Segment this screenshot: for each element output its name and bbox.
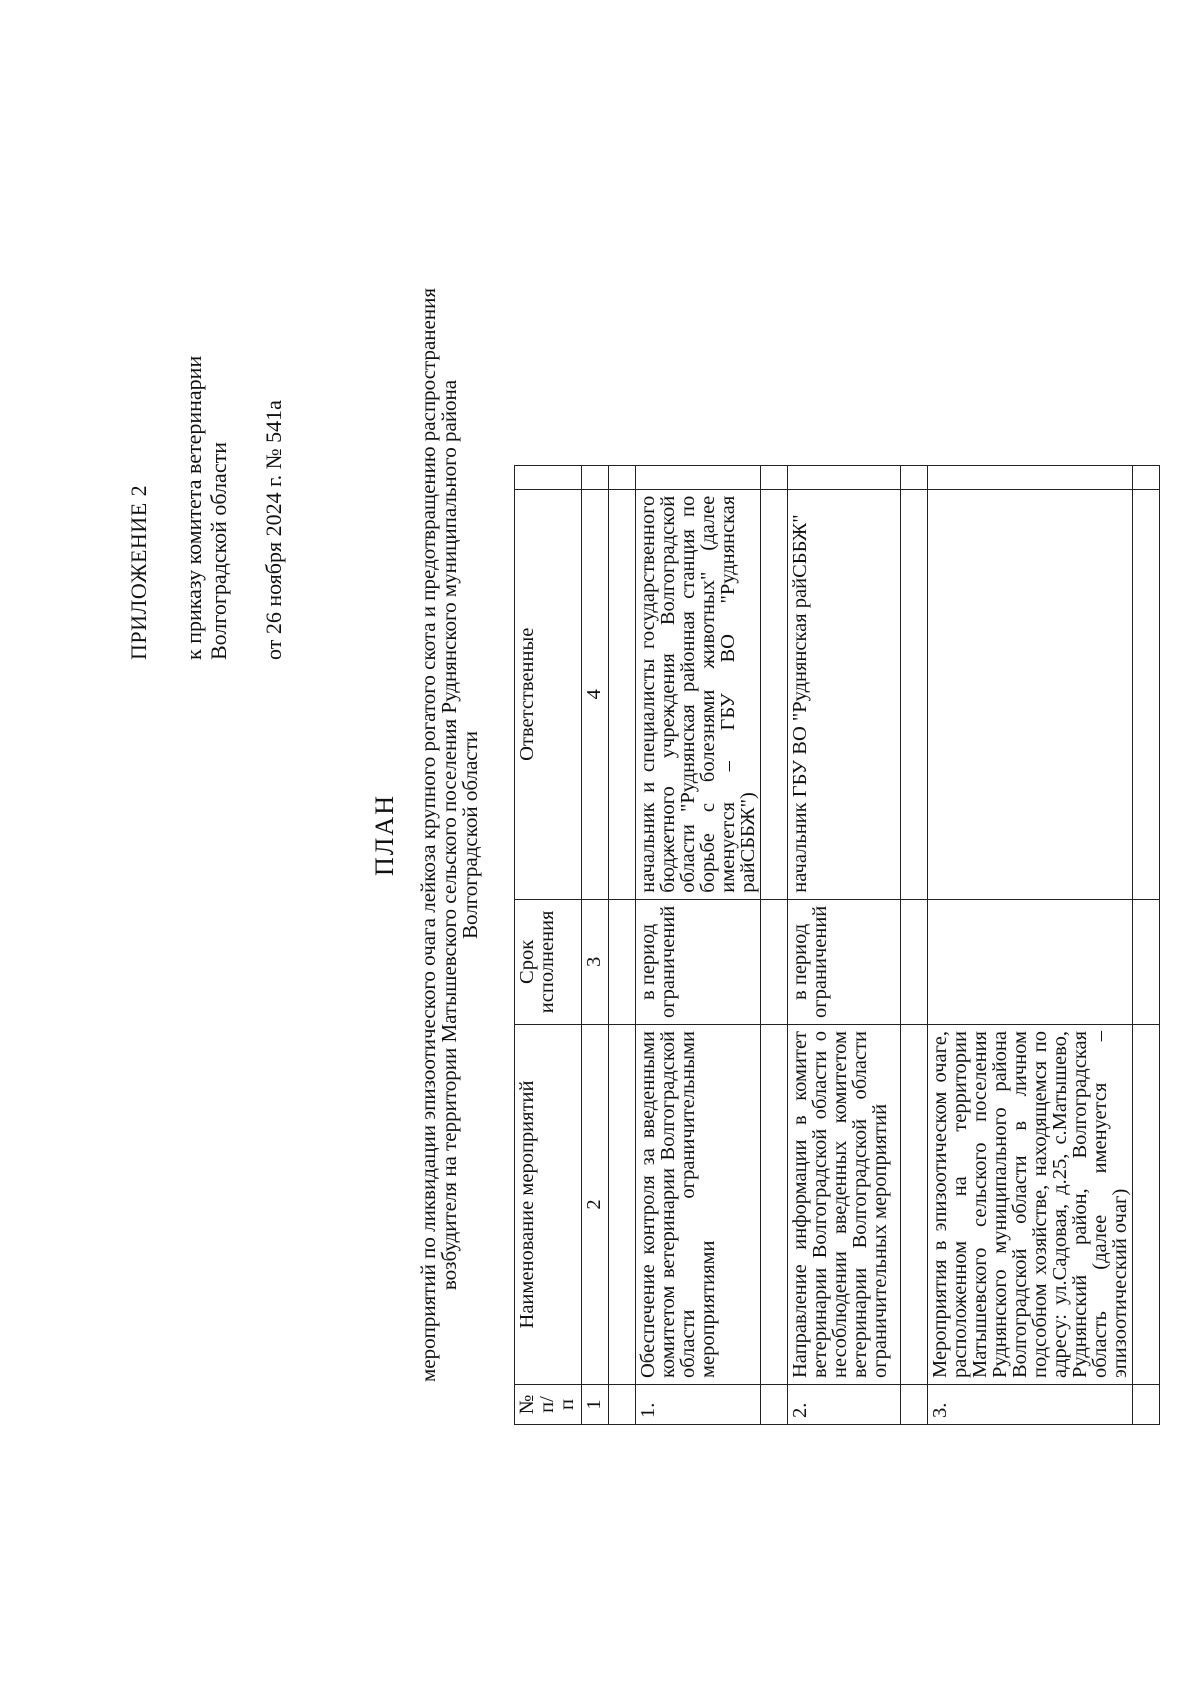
spacer-cell [1133,465,1160,489]
spacer-cell [761,465,788,489]
spacer-row [609,465,636,1424]
row-responsible: начальник ГБУ ВО "Руднянская райСББЖ" [788,489,901,899]
table-row [928,465,1133,1424]
spacer-cell [761,489,788,899]
plan-subtitle [418,260,481,1410]
table-header-row [515,465,582,1424]
table-row [788,465,901,1424]
spacer-row [1133,465,1160,1424]
row-empty [636,465,761,489]
spacer-cell [901,489,928,899]
appendix-block [126,356,286,660]
plan-subtitle-line-2: возбудителя на территории Матышевского сельского поселения Руднянского муниципального района [437,379,461,1291]
header-term: Срок исполнения [515,899,582,1024]
plan-title: ПЛАН [370,794,399,876]
row-number: 1. [636,1385,761,1425]
appendix-line-2: Волгоградской области [206,442,231,660]
spacer-row [901,465,928,1424]
column-number-1: 1 [582,1385,609,1425]
spacer-cell [609,489,636,899]
spacer-cell [1133,899,1160,1024]
header-activity: Наименование мероприятий [515,1025,582,1385]
table-row [636,465,761,1424]
row-empty [928,465,1133,489]
spacer-cell [901,1025,928,1385]
row-term: в период ограничений [788,899,901,1024]
appendix-line-1: к приказу комитета ветеринарии [181,355,206,660]
spacer-cell [1133,1385,1160,1425]
column-number-empty [582,465,609,489]
spacer-row [761,465,788,1424]
spacer-cell [761,1385,788,1425]
row-number: 3. [928,1385,1133,1425]
column-number-row [582,465,609,1424]
spacer-cell [609,899,636,1024]
column-number-4: 4 [582,489,609,899]
plan-subtitle-line-3: Волгоградской области [458,730,482,940]
spacer-cell [1133,489,1160,899]
spacer-cell [1133,1025,1160,1385]
row-responsible [928,489,1133,899]
row-activity: Мероприятия в эпизоотическом очаге, расположенном на территории Матышевского сельского поселения Руднянского муниципального района Волгоградской области в личном подсобном хозяйстве, находящемся по адресу: ул.Садовая, д.25, с.Матышево, Руднянский район, Волгоградская область (далее именуется – эпизоотический очаг) [928,1025,1133,1385]
row-responsible: начальник и специалисты государственного бюджетного учреждения Волгоградской области "Руднянская районная станция по борьбе с болезнями животных" (далее именуется – ГБУ ВО "Руднянская райСББЖ") [636,489,761,899]
header-responsible: Ответственные [515,489,582,899]
spacer-cell [761,1025,788,1385]
header-number: № п/п [515,1385,582,1425]
spacer-cell [609,465,636,489]
row-activity: Направление информации в комитет ветеринарии Волгоградской области о несоблюдении введенных комитетом ветеринарии Волгоградской области ограничительных мероприятий [788,1025,901,1385]
row-activity: Обеспечение контроля за введенными комитетом ветеринарии Волгоградской области ограничительными мероприятиями [636,1025,761,1385]
spacer-cell [609,1385,636,1425]
row-term: в период ограничений [636,899,761,1024]
row-number: 2. [788,1385,901,1425]
header-empty [515,465,582,489]
appendix-title: ПРИЛОЖЕНИЕ 2 [126,484,151,660]
row-empty [788,465,901,489]
row-term [928,899,1133,1024]
rotated-document-sheet [30,60,1150,1610]
appendix-date: от 26 ноября 2024 г. № 541а [261,400,286,660]
plan-subtitle-line-1: мероприятий по ликвидации эпизоотического очага лейкоза крупного рогатого скота и предотвращению распространения [416,288,440,1382]
plan-table [514,465,1160,1425]
spacer-cell [761,899,788,1024]
column-number-2: 2 [582,1025,609,1385]
spacer-cell [609,1025,636,1385]
spacer-cell [901,465,928,489]
spacer-cell [901,1385,928,1425]
column-number-3: 3 [582,899,609,1024]
spacer-cell [901,899,928,1024]
